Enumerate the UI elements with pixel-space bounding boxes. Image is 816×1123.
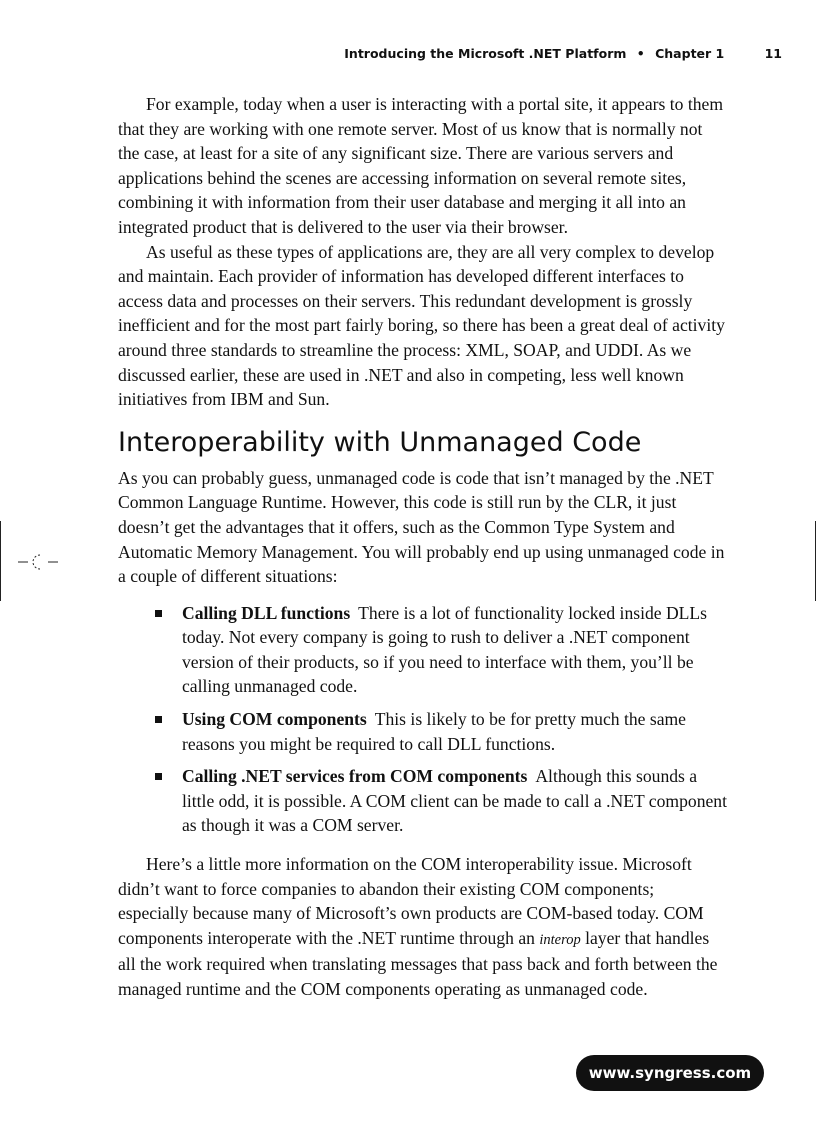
list-item-term: Using COM components (182, 709, 367, 730)
paragraph-3: As you can probably guess, unmanaged code is code that isn’t managed by the .NET Common Language Runtime. However, this code is still run by the CLR, it just doesn’t get the advantages that it offers, such as the Common Type System and Automatic Memory Management. You will probably end up using unmanaged code in a couple of different situations: (118, 467, 725, 587)
list-item-term: Calling DLL functions (182, 602, 351, 623)
section-heading: Interoperability with Unmanaged Code (118, 426, 642, 458)
paragraph-4 (118, 852, 728, 1002)
registration-mark-icon (18, 552, 58, 572)
list-item-term: Calling .NET services from COM components (182, 766, 528, 787)
list-item-text: There is a lot of functionality locked inside DLLs today. Not every company is going to rush to deliver a .NET component version of their products, so if you need to interface with them, you’ll be calling unmanaged code. (182, 602, 708, 697)
square-bullet-icon (155, 610, 162, 617)
list-item-text: Although this sounds a little odd, it is possible. A COM client can be made to call a .NET component as though it was a COM server. (182, 766, 727, 836)
square-bullet-icon (155, 773, 162, 780)
interop-term: interop (539, 931, 581, 948)
list-item (182, 764, 728, 838)
header-title: Introducing the Microsoft .NET Platform (344, 46, 627, 61)
paragraph-4-start: Here’s a little more information on the COM interoperability issue. Microsoft didn’t want to force companies to abandon their existing COM components; especially because many of Microsoft’s own products are COM-based today. COM components interoperate with the .NET runtime through an (118, 854, 704, 948)
header-separator: • (636, 46, 645, 61)
list-item (182, 707, 728, 756)
paragraph-4-end: layer that handles all the work required when translating messages that pass back and forth between the managed runtime and the COM components operating as unmanaged code. (118, 927, 718, 999)
bullet-list (118, 601, 728, 838)
paragraph-2: As useful as these types of applications are, they are all very complex to develop and maintain. Each provider of information has developed different interfaces to access data and processes on their servers. This redundant development is grossly inefficient and for the most part fairly boring, so there has been a great deal of activity around three standards to streamline the process: XML, SOAP, and UDDI. As we discussed earlier, these are used in .NET and also in competing, less well known initiatives from IBM and Sun. (118, 241, 725, 410)
list-item-text: This is likely to be for pretty much the same reasons you might be required to call DLL functions. (182, 709, 686, 754)
page-number: 11 (764, 46, 782, 61)
square-bullet-icon (155, 716, 162, 723)
list-item (182, 601, 728, 699)
running-header (300, 46, 782, 61)
page-content (118, 92, 728, 1002)
paragraph-1: For example, today when a user is interacting with a portal site, it appears to them that they are working with one remote server. Most of us know that is normally not the case, at least for a site of any significant size. There are various servers and applications behind the scenes are accessing information on several remote sites, combining it with information from their user database and merging it all into an integrated product that is delivered to the user via their browser. (118, 94, 724, 237)
website-link[interactable]: www.syngress.com (576, 1055, 764, 1091)
header-chapter: Chapter 1 (655, 46, 725, 61)
crop-mark-left (0, 521, 1, 601)
